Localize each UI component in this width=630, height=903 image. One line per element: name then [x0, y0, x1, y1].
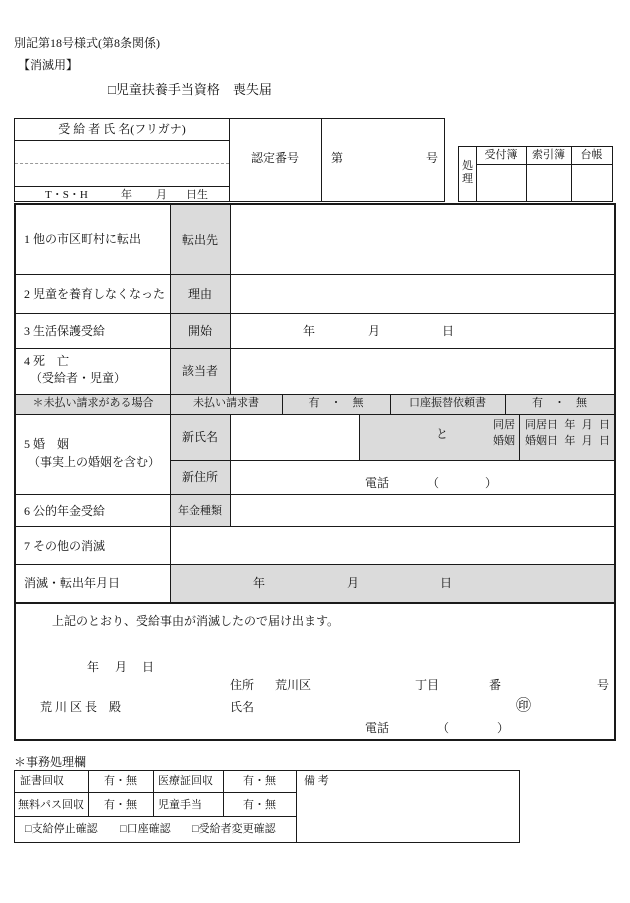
form-reference: 別記第18号様式(第8条関係) — [14, 36, 160, 50]
decl-year-label: 年 — [87, 660, 100, 674]
cert-collect-label: 証書回収 — [20, 775, 64, 787]
row6-label: 6 公的年金受給 — [24, 504, 106, 518]
divider — [15, 792, 296, 793]
transfer-yes-no: 有 ・ 無 — [532, 397, 587, 409]
year-label: 年 — [564, 419, 576, 431]
ban-label: 番 — [489, 678, 502, 692]
row4-label-note: （受給者・児童） — [30, 371, 127, 385]
main-table — [14, 203, 616, 741]
loss-year-label: 年 — [253, 576, 266, 590]
row3-sublabel: 開始 — [187, 324, 212, 338]
month-label: 月 — [581, 419, 593, 431]
ward-label: 荒川区 — [275, 678, 312, 692]
divider — [15, 186, 229, 187]
day-label: 日 — [598, 419, 610, 431]
birth-era-label: T・S・H — [45, 189, 88, 201]
paren-close: ） — [485, 476, 498, 490]
birth-year-label: 年 — [121, 189, 132, 201]
paren-open: （ — [437, 721, 450, 735]
paren-open: （ — [427, 476, 440, 490]
cohabit-label: 同居 — [493, 419, 515, 431]
form-title-line — [108, 82, 272, 98]
divider — [16, 526, 614, 527]
marriage-day-label: 婚姻日 — [525, 435, 558, 447]
declaration-statement: 上記のとおり、受給事由が消滅したので届け出ます。 — [52, 614, 340, 628]
unpaid-yes-no: 有 ・ 無 — [308, 397, 364, 409]
remarks-label: 備 考 — [304, 775, 329, 787]
chome-label: 丁目 — [415, 678, 440, 692]
seal-mark-icon: ㊞ — [516, 698, 532, 714]
row5-label-note: （事実上の婚姻を含む） — [28, 455, 161, 469]
row3-label: 3 生活保護受給 — [24, 324, 106, 338]
medcert-collect-label: 医療証回収 — [158, 775, 213, 787]
section-divider — [16, 602, 614, 604]
check-account: □口座確認 — [120, 823, 171, 835]
marry-label: 婚姻 — [493, 435, 515, 447]
recipient-name-label: 受 給 者 氏 名(フリガナ) — [58, 122, 186, 136]
cert-number-suffix: 号 — [426, 151, 439, 165]
row1-label: 1 他の市区町村に転出 — [24, 232, 142, 246]
row6-sublabel: 年金種類 — [178, 505, 222, 517]
row5-newname-sublabel: 新氏名 — [181, 430, 218, 444]
process-table — [458, 146, 613, 202]
index-book-label: 索引簿 — [532, 149, 565, 161]
birth-day-label: 日生 — [186, 189, 208, 201]
unpaid-doc-label: 未払い請求書 — [193, 397, 259, 409]
divider — [16, 394, 614, 395]
month-label: 月 — [581, 435, 593, 447]
row3-day-label: 日 — [442, 324, 455, 338]
divider — [16, 274, 614, 275]
child-allowance-label: 児童手当 — [158, 799, 202, 811]
divider — [321, 119, 322, 201]
row2-sublabel: 理由 — [187, 287, 212, 301]
birth-month-label: 月 — [156, 189, 167, 201]
row4-sublabel: 該当者 — [181, 364, 218, 378]
check-payment-stop: □支給停止確認 — [25, 823, 98, 835]
title-checkbox-icon: □ — [108, 82, 116, 97]
check-recipient-change: □受給者変更確認 — [192, 823, 276, 835]
day-label: 日 — [598, 435, 610, 447]
office-table — [14, 770, 520, 843]
divider — [16, 313, 614, 314]
divider — [16, 348, 614, 349]
marriage-to-label: と — [436, 427, 449, 441]
row1-value-field — [230, 205, 614, 274]
name-label: 氏名 — [230, 700, 255, 714]
divider — [476, 164, 612, 165]
purpose-tag: 【消滅用】 — [18, 58, 79, 72]
office-section-label: ＊事務処理欄 — [14, 755, 87, 769]
year-label: 年 — [564, 435, 576, 447]
decl-month-label: 月 — [115, 660, 128, 674]
cohabit-day-label: 同居日 — [525, 419, 558, 431]
divider — [15, 816, 296, 817]
row5-label: 5 婚 姻 — [24, 437, 70, 451]
freepass-collect-yes-no: 有・無 — [104, 799, 137, 811]
form-title: 児童扶養手当資格 喪失届 — [115, 82, 272, 97]
freepass-collect-label: 無料パス回収 — [18, 799, 84, 811]
furigana-field — [15, 141, 229, 163]
process-label: 処理 — [462, 160, 473, 185]
paren-close: ） — [497, 721, 510, 735]
row3-year-label: 年 — [303, 324, 316, 338]
divider — [359, 414, 360, 460]
decl-tel-label: 電話 — [365, 721, 390, 735]
divider — [153, 771, 154, 816]
newaddr-tel-label: 電話 — [365, 476, 390, 490]
transfer-doc-label: 口座振替依頼書 — [409, 397, 486, 409]
child-allowance-yes-no: 有・無 — [243, 799, 276, 811]
loss-day-label: 日 — [440, 576, 453, 590]
row3-month-label: 月 — [368, 324, 381, 338]
row4-label: 4 死 亡 — [24, 354, 70, 368]
go-label: 号 — [597, 678, 610, 692]
newname-field — [230, 414, 359, 460]
divider — [170, 460, 614, 461]
loss-date-label: 消滅・転出年月日 — [24, 576, 121, 590]
row1-sublabel: 転出先 — [181, 233, 218, 247]
reception-book-label: 受付簿 — [484, 149, 518, 161]
divider — [16, 564, 614, 565]
decl-day-label: 日 — [142, 660, 155, 674]
divider — [16, 494, 614, 495]
cert-number-prefix: 第 — [331, 151, 344, 165]
recipient-name-field — [15, 164, 229, 186]
row5-newaddr-sublabel: 新住所 — [181, 470, 218, 484]
cert-collect-yes-no: 有・無 — [104, 775, 137, 787]
ledger-label: 台帳 — [580, 149, 603, 161]
divider — [519, 414, 520, 460]
cohabit-date-line — [525, 419, 610, 433]
header-table — [14, 118, 445, 202]
mayor-addressee: 荒 川 区 長 殿 — [40, 700, 122, 714]
cert-number-label: 認定番号 — [250, 151, 299, 165]
row7-label: 7 その他の消滅 — [24, 539, 106, 553]
unpaid-note: ＊未払い請求がある場合 — [32, 397, 154, 409]
marriage-date-line — [525, 435, 610, 449]
date-row-shading — [170, 564, 614, 602]
loss-month-label: 月 — [347, 576, 360, 590]
row2-label: 2 児童を養育しなくなった — [24, 287, 166, 301]
address-label: 住所 — [230, 678, 255, 692]
medcert-collect-yes-no: 有・無 — [243, 775, 276, 787]
divider — [296, 771, 297, 842]
